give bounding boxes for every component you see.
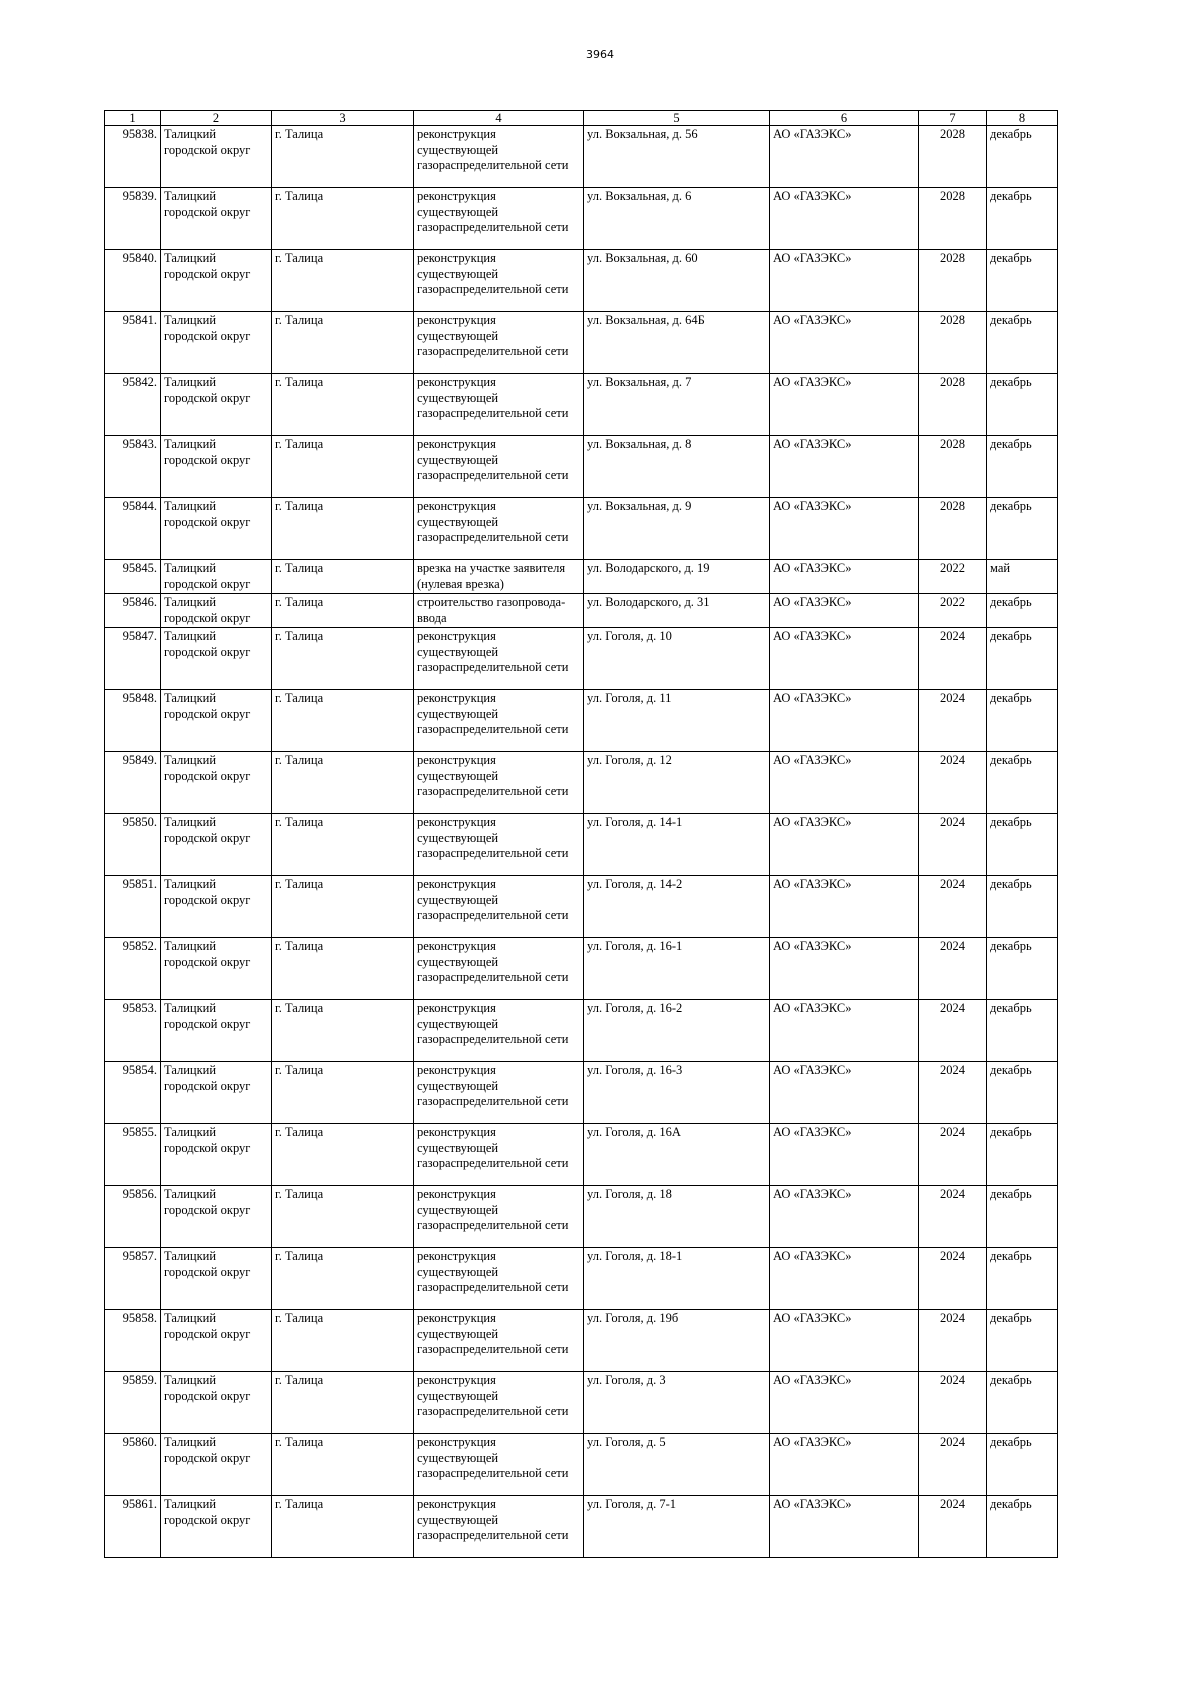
cell-address: ул. Гоголя, д. 16А — [584, 1124, 770, 1186]
cell-address: ул. Гоголя, д. 16-3 — [584, 1062, 770, 1124]
cell-organization: АО «ГАЗЭКС» — [770, 1000, 919, 1062]
table-row — [105, 188, 1058, 250]
cell-district: Талицкий городской округ — [161, 498, 272, 560]
cell-locality: г. Талица — [272, 498, 414, 560]
cell-month: декабрь — [987, 188, 1058, 250]
cell-district: Талицкий городской округ — [161, 560, 272, 594]
row-number: 95858. — [105, 1310, 161, 1372]
cell-year: 2028 — [919, 250, 987, 312]
table-row — [105, 1248, 1058, 1310]
cell-district: Талицкий городской округ — [161, 312, 272, 374]
column-header: 6 — [770, 111, 919, 126]
cell-organization: АО «ГАЗЭКС» — [770, 312, 919, 374]
cell-organization: АО «ГАЗЭКС» — [770, 1434, 919, 1496]
cell-organization: АО «ГАЗЭКС» — [770, 1496, 919, 1558]
cell-address: ул. Вокзальная, д. 6 — [584, 188, 770, 250]
column-header: 2 — [161, 111, 272, 126]
cell-work-type: реконструкция существующей газораспределительной сети — [414, 188, 584, 250]
cell-address: ул. Гоголя, д. 19б — [584, 1310, 770, 1372]
cell-year: 2024 — [919, 938, 987, 1000]
row-number: 95852. — [105, 938, 161, 1000]
cell-district: Талицкий городской округ — [161, 250, 272, 312]
row-number: 95843. — [105, 436, 161, 498]
cell-locality: г. Талица — [272, 1186, 414, 1248]
cell-month: декабрь — [987, 1062, 1058, 1124]
cell-organization: АО «ГАЗЭКС» — [770, 250, 919, 312]
row-number: 95840. — [105, 250, 161, 312]
table-row — [105, 312, 1058, 374]
column-header: 8 — [987, 111, 1058, 126]
cell-district: Талицкий городской округ — [161, 938, 272, 1000]
cell-organization: АО «ГАЗЭКС» — [770, 1124, 919, 1186]
table-row — [105, 752, 1058, 814]
cell-month: декабрь — [987, 1372, 1058, 1434]
row-number: 95847. — [105, 628, 161, 690]
row-number: 95850. — [105, 814, 161, 876]
cell-district: Талицкий городской округ — [161, 436, 272, 498]
cell-month: декабрь — [987, 498, 1058, 560]
column-header: 5 — [584, 111, 770, 126]
cell-year: 2028 — [919, 312, 987, 374]
table-row — [105, 126, 1058, 188]
cell-locality: г. Талица — [272, 752, 414, 814]
row-number: 95842. — [105, 374, 161, 436]
cell-year: 2024 — [919, 1248, 987, 1310]
cell-work-type: реконструкция существующей газораспределительной сети — [414, 938, 584, 1000]
cell-district: Талицкий городской округ — [161, 1434, 272, 1496]
cell-work-type: реконструкция существующей газораспределительной сети — [414, 1186, 584, 1248]
cell-district: Талицкий городской округ — [161, 126, 272, 188]
cell-work-type: реконструкция существующей газораспределительной сети — [414, 876, 584, 938]
cell-organization: АО «ГАЗЭКС» — [770, 594, 919, 628]
cell-locality: г. Талица — [272, 1434, 414, 1496]
table-row — [105, 814, 1058, 876]
cell-month: декабрь — [987, 126, 1058, 188]
cell-year: 2028 — [919, 436, 987, 498]
register-table — [104, 110, 1058, 1558]
cell-year: 2024 — [919, 1310, 987, 1372]
cell-address: ул. Гоголя, д. 16-1 — [584, 938, 770, 1000]
cell-address: ул. Гоголя, д. 16-2 — [584, 1000, 770, 1062]
cell-month: декабрь — [987, 374, 1058, 436]
cell-locality: г. Талица — [272, 1496, 414, 1558]
cell-work-type: реконструкция существующей газораспределительной сети — [414, 1372, 584, 1434]
cell-locality: г. Талица — [272, 1062, 414, 1124]
column-header: 7 — [919, 111, 987, 126]
table-row — [105, 628, 1058, 690]
cell-district: Талицкий городской округ — [161, 1496, 272, 1558]
row-number: 95848. — [105, 690, 161, 752]
cell-month: декабрь — [987, 1248, 1058, 1310]
cell-work-type: реконструкция существующей газораспределительной сети — [414, 814, 584, 876]
table-row — [105, 1186, 1058, 1248]
cell-year: 2028 — [919, 188, 987, 250]
cell-locality: г. Талица — [272, 690, 414, 752]
cell-organization: АО «ГАЗЭКС» — [770, 126, 919, 188]
cell-work-type: реконструкция существующей газораспределительной сети — [414, 1248, 584, 1310]
cell-district: Талицкий городской округ — [161, 876, 272, 938]
cell-organization: АО «ГАЗЭКС» — [770, 1186, 919, 1248]
table-row — [105, 1496, 1058, 1558]
cell-address: ул. Гоголя, д. 10 — [584, 628, 770, 690]
cell-address: ул. Гоголя, д. 5 — [584, 1434, 770, 1496]
cell-district: Талицкий городской округ — [161, 628, 272, 690]
cell-year: 2022 — [919, 560, 987, 594]
cell-month: декабрь — [987, 938, 1058, 1000]
cell-locality: г. Талица — [272, 594, 414, 628]
cell-month: декабрь — [987, 1496, 1058, 1558]
cell-locality: г. Талица — [272, 188, 414, 250]
cell-locality: г. Талица — [272, 250, 414, 312]
cell-address: ул. Гоголя, д. 14-2 — [584, 876, 770, 938]
cell-year: 2028 — [919, 498, 987, 560]
cell-year: 2024 — [919, 752, 987, 814]
cell-address: ул. Гоголя, д. 12 — [584, 752, 770, 814]
cell-work-type: реконструкция существующей газораспределительной сети — [414, 436, 584, 498]
cell-locality: г. Талица — [272, 560, 414, 594]
row-number: 95855. — [105, 1124, 161, 1186]
table-row — [105, 374, 1058, 436]
row-number: 95838. — [105, 126, 161, 188]
cell-work-type: реконструкция существующей газораспределительной сети — [414, 312, 584, 374]
cell-month: декабрь — [987, 594, 1058, 628]
table-row — [105, 1000, 1058, 1062]
cell-organization: АО «ГАЗЭКС» — [770, 1310, 919, 1372]
row-number: 95846. — [105, 594, 161, 628]
cell-work-type: реконструкция существующей газораспределительной сети — [414, 1000, 584, 1062]
cell-month: декабрь — [987, 876, 1058, 938]
cell-month: декабрь — [987, 250, 1058, 312]
cell-address: ул. Володарского, д. 19 — [584, 560, 770, 594]
cell-address: ул. Вокзальная, д. 8 — [584, 436, 770, 498]
row-number: 95845. — [105, 560, 161, 594]
table-row — [105, 1310, 1058, 1372]
cell-work-type: строительство газопровода-ввода — [414, 594, 584, 628]
cell-work-type: реконструкция существующей газораспределительной сети — [414, 1124, 584, 1186]
cell-locality: г. Талица — [272, 1000, 414, 1062]
cell-organization: АО «ГАЗЭКС» — [770, 560, 919, 594]
cell-year: 2024 — [919, 628, 987, 690]
cell-year: 2024 — [919, 876, 987, 938]
cell-address: ул. Гоголя, д. 11 — [584, 690, 770, 752]
row-number: 95861. — [105, 1496, 161, 1558]
cell-work-type: реконструкция существующей газораспределительной сети — [414, 1310, 584, 1372]
cell-work-type: реконструкция существующей газораспределительной сети — [414, 374, 584, 436]
cell-district: Талицкий городской округ — [161, 752, 272, 814]
cell-locality: г. Талица — [272, 1124, 414, 1186]
cell-month: декабрь — [987, 312, 1058, 374]
row-number: 95857. — [105, 1248, 161, 1310]
table-row — [105, 1124, 1058, 1186]
cell-address: ул. Гоголя, д. 18-1 — [584, 1248, 770, 1310]
table-row — [105, 876, 1058, 938]
table-row — [105, 436, 1058, 498]
cell-organization: АО «ГАЗЭКС» — [770, 690, 919, 752]
cell-organization: АО «ГАЗЭКС» — [770, 1248, 919, 1310]
cell-district: Талицкий городской округ — [161, 1310, 272, 1372]
cell-organization: АО «ГАЗЭКС» — [770, 1062, 919, 1124]
cell-district: Талицкий городской округ — [161, 1000, 272, 1062]
cell-district: Талицкий городской округ — [161, 1248, 272, 1310]
cell-month: май — [987, 560, 1058, 594]
cell-year: 2028 — [919, 374, 987, 436]
cell-locality: г. Талица — [272, 938, 414, 1000]
row-number: 95844. — [105, 498, 161, 560]
cell-locality: г. Талица — [272, 1372, 414, 1434]
cell-organization: АО «ГАЗЭКС» — [770, 1372, 919, 1434]
cell-district: Талицкий городской округ — [161, 1186, 272, 1248]
cell-work-type: реконструкция существующей газораспределительной сети — [414, 690, 584, 752]
table-row — [105, 498, 1058, 560]
cell-organization: АО «ГАЗЭКС» — [770, 374, 919, 436]
cell-locality: г. Талица — [272, 1248, 414, 1310]
cell-year: 2024 — [919, 1124, 987, 1186]
cell-address: ул. Гоголя, д. 7-1 — [584, 1496, 770, 1558]
header-row — [105, 111, 1058, 126]
page-number: 3964 — [586, 48, 614, 61]
row-number: 95853. — [105, 1000, 161, 1062]
row-number: 95859. — [105, 1372, 161, 1434]
cell-month: декабрь — [987, 1000, 1058, 1062]
cell-district: Талицкий городской округ — [161, 814, 272, 876]
cell-organization: АО «ГАЗЭКС» — [770, 876, 919, 938]
cell-locality: г. Талица — [272, 312, 414, 374]
cell-year: 2024 — [919, 1062, 987, 1124]
cell-district: Талицкий городской округ — [161, 188, 272, 250]
table-row — [105, 690, 1058, 752]
cell-year: 2024 — [919, 690, 987, 752]
cell-month: декабрь — [987, 628, 1058, 690]
cell-address: ул. Вокзальная, д. 64Б — [584, 312, 770, 374]
cell-locality: г. Талица — [272, 814, 414, 876]
column-header: 3 — [272, 111, 414, 126]
cell-address: ул. Вокзальная, д. 7 — [584, 374, 770, 436]
cell-month: декабрь — [987, 1310, 1058, 1372]
cell-locality: г. Талица — [272, 1310, 414, 1372]
cell-work-type: реконструкция существующей газораспределительной сети — [414, 250, 584, 312]
cell-address: ул. Вокзальная, д. 60 — [584, 250, 770, 312]
cell-year: 2024 — [919, 1000, 987, 1062]
cell-work-type: реконструкция существующей газораспределительной сети — [414, 1062, 584, 1124]
cell-organization: АО «ГАЗЭКС» — [770, 498, 919, 560]
cell-district: Талицкий городской округ — [161, 1372, 272, 1434]
cell-year: 2024 — [919, 814, 987, 876]
cell-organization: АО «ГАЗЭКС» — [770, 938, 919, 1000]
cell-address: ул. Гоголя, д. 14-1 — [584, 814, 770, 876]
cell-organization: АО «ГАЗЭКС» — [770, 752, 919, 814]
row-number: 95851. — [105, 876, 161, 938]
cell-year: 2024 — [919, 1434, 987, 1496]
cell-year: 2024 — [919, 1372, 987, 1434]
cell-work-type: реконструкция существующей газораспределительной сети — [414, 1496, 584, 1558]
row-number: 95849. — [105, 752, 161, 814]
cell-locality: г. Талица — [272, 126, 414, 188]
row-number: 95841. — [105, 312, 161, 374]
cell-year: 2022 — [919, 594, 987, 628]
cell-work-type: реконструкция существующей газораспределительной сети — [414, 752, 584, 814]
row-number: 95860. — [105, 1434, 161, 1496]
cell-district: Талицкий городской округ — [161, 1124, 272, 1186]
cell-address: ул. Гоголя, д. 18 — [584, 1186, 770, 1248]
cell-district: Талицкий городской округ — [161, 374, 272, 436]
table-row — [105, 560, 1058, 594]
cell-district: Талицкий городской округ — [161, 690, 272, 752]
cell-locality: г. Талица — [272, 628, 414, 690]
row-number: 95854. — [105, 1062, 161, 1124]
cell-month: декабрь — [987, 1124, 1058, 1186]
table-row — [105, 250, 1058, 312]
cell-address: ул. Гоголя, д. 3 — [584, 1372, 770, 1434]
cell-work-type: врезка на участке заявителя (нулевая врезка) — [414, 560, 584, 594]
cell-locality: г. Талица — [272, 876, 414, 938]
cell-locality: г. Талица — [272, 374, 414, 436]
cell-month: декабрь — [987, 436, 1058, 498]
cell-organization: АО «ГАЗЭКС» — [770, 628, 919, 690]
cell-work-type: реконструкция существующей газораспределительной сети — [414, 126, 584, 188]
cell-organization: АО «ГАЗЭКС» — [770, 436, 919, 498]
cell-district: Талицкий городской округ — [161, 594, 272, 628]
row-number: 95839. — [105, 188, 161, 250]
cell-year: 2024 — [919, 1186, 987, 1248]
cell-work-type: реконструкция существующей газораспределительной сети — [414, 1434, 584, 1496]
cell-organization: АО «ГАЗЭКС» — [770, 188, 919, 250]
table-row — [105, 938, 1058, 1000]
cell-month: декабрь — [987, 690, 1058, 752]
table-row — [105, 1062, 1058, 1124]
cell-work-type: реконструкция существующей газораспределительной сети — [414, 498, 584, 560]
cell-organization: АО «ГАЗЭКС» — [770, 814, 919, 876]
cell-year: 2028 — [919, 126, 987, 188]
cell-address: ул. Вокзальная, д. 56 — [584, 126, 770, 188]
row-number: 95856. — [105, 1186, 161, 1248]
cell-month: декабрь — [987, 752, 1058, 814]
column-header: 1 — [105, 111, 161, 126]
cell-month: декабрь — [987, 814, 1058, 876]
cell-month: декабрь — [987, 1186, 1058, 1248]
cell-district: Талицкий городской округ — [161, 1062, 272, 1124]
cell-month: декабрь — [987, 1434, 1058, 1496]
cell-work-type: реконструкция существующей газораспределительной сети — [414, 628, 584, 690]
table-row — [105, 594, 1058, 628]
cell-address: ул. Вокзальная, д. 9 — [584, 498, 770, 560]
table-row — [105, 1372, 1058, 1434]
cell-locality: г. Талица — [272, 436, 414, 498]
cell-address: ул. Володарского, д. 31 — [584, 594, 770, 628]
table-row — [105, 1434, 1058, 1496]
cell-year: 2024 — [919, 1496, 987, 1558]
column-header: 4 — [414, 111, 584, 126]
